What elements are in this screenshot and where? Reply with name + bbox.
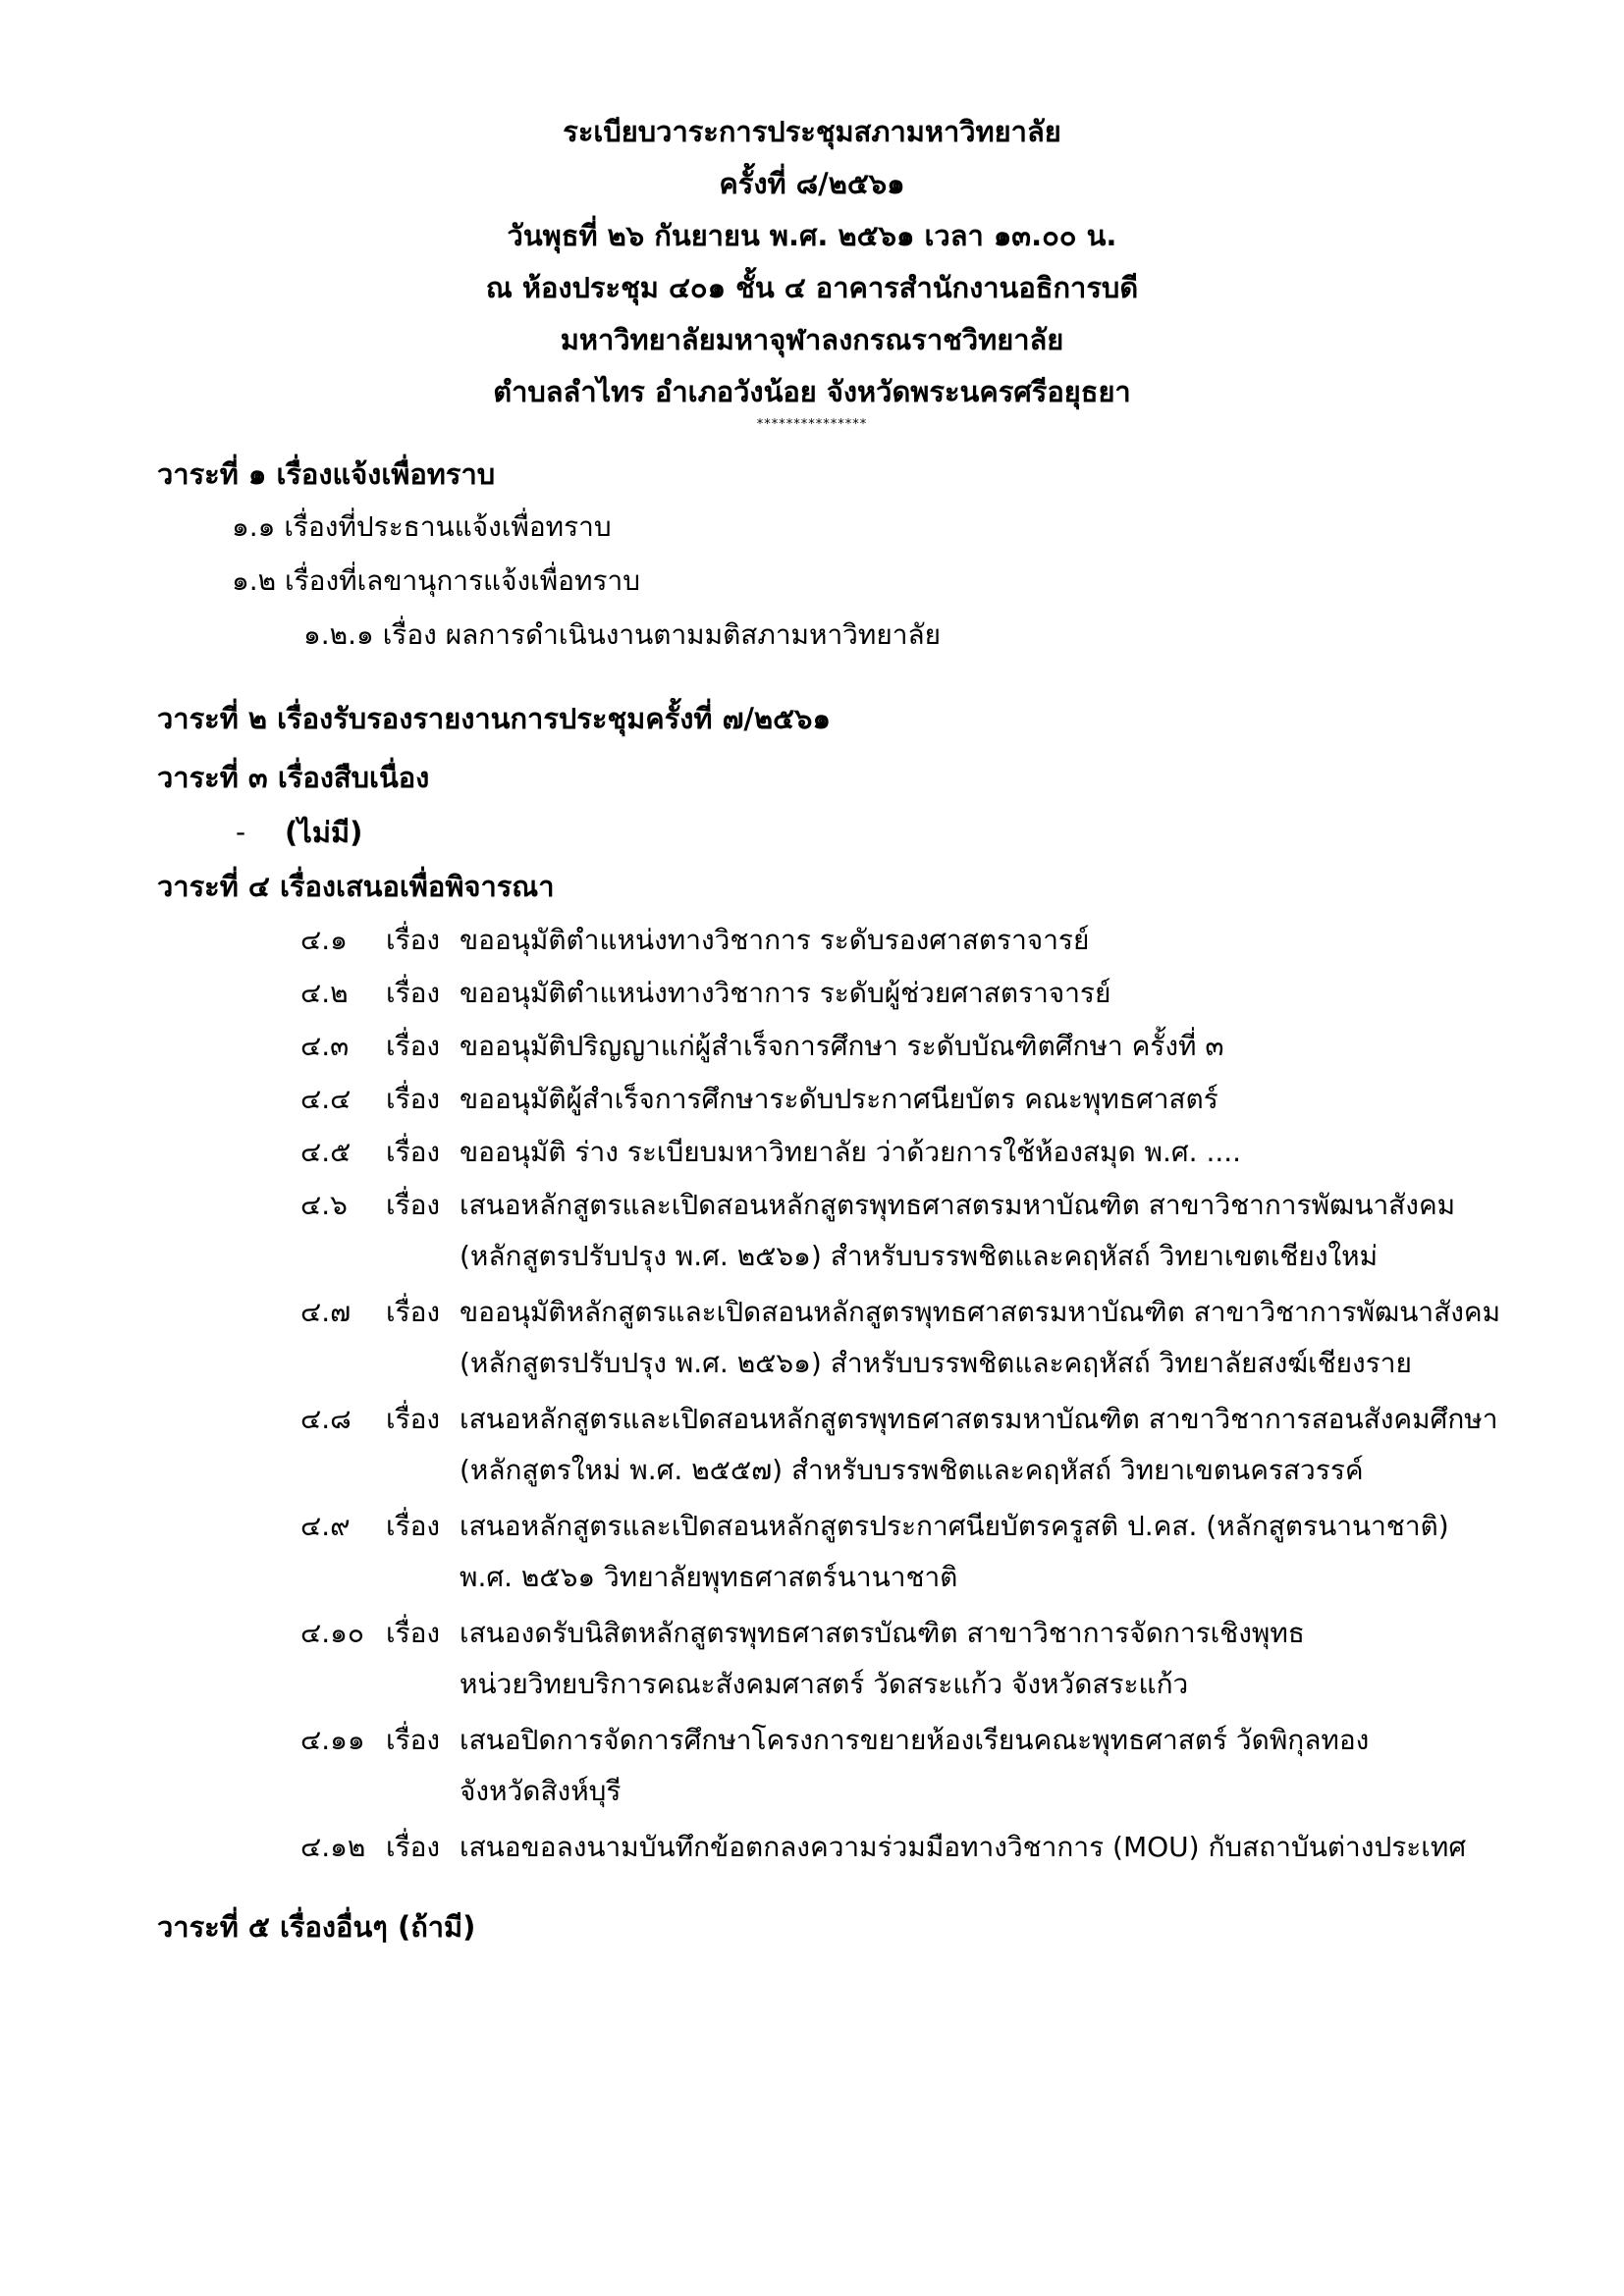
agenda3-dash: - <box>236 816 246 848</box>
agenda4-item-rueang: เรื่อง <box>386 1083 441 1115</box>
agenda4-item-text: ขออนุมัติ ร่าง ระเบียบมหาวิทยาลัย ว่าด้วยการใช้ห้องสมุด พ.ศ. .... <box>460 1136 1242 1168</box>
agenda4-item-number: ๔.๑๒ <box>300 1831 366 1863</box>
agenda4-item-rueang: เรื่อง <box>386 1296 441 1328</box>
agenda5-title: วาระที่ ๕ เรื่องอื่นๆ (ถ้ามี) <box>157 1910 476 1944</box>
agenda1-title: วาระที่ ๑ เรื่องแจ้งเพื่อทราบ <box>157 457 496 491</box>
agenda1-item2: ๑.๒ เรื่องที่เลขานุการแจ้งเพื่อทราบ <box>232 564 640 597</box>
agenda4-item-rueang: เรื่อง <box>386 924 441 956</box>
agenda4-item-text: ขออนุมัติตำแหน่งทางวิชาการ ระดับรองศาสตราจารย์ <box>460 924 1090 956</box>
agenda4-item-rueang: เรื่อง <box>386 1136 441 1168</box>
agenda4-item-number: ๔.๑ <box>300 924 348 956</box>
agenda4-item-number: ๔.๗ <box>300 1296 352 1328</box>
agenda4-item-text: ขออนุมัติผู้สำเร็จการศึกษาระดับประกาศนียบัตร คณะพุทธศาสตร์ <box>460 1083 1218 1115</box>
agenda4-item-number: ๔.๖ <box>300 1189 348 1221</box>
agenda4-item-rueang: เรื่อง <box>386 1510 441 1542</box>
agenda4-item-text: เสนอหลักสูตรและเปิดสอนหลักสูตรประกาศนียบัตรครูสติ ป.คส. (หลักสูตรนานาชาติ) <box>460 1510 1449 1542</box>
agenda4-item-text: (หลักสูตรใหม่ พ.ศ. ๒๕๕๗) สำหรับบรรพชิตและคฤหัสถ์ วิทยาเขตนครสวรรค์ <box>460 1454 1364 1486</box>
agenda1-item2-1: ๑.๒.๑ เรื่อง ผลการดำเนินงานตามมติสภามหาวิทยาลัย <box>303 618 942 651</box>
header-university: มหาวิทยาลัยมหาจุฬาลงกรณราชวิทยาลัย <box>560 323 1064 356</box>
agenda4-item-number: ๔.๑๑ <box>300 1724 365 1756</box>
agenda4-item-number: ๔.๓ <box>300 1030 350 1062</box>
agenda4-item-rueang: เรื่อง <box>386 1189 441 1221</box>
agenda4-item-text: เสนอขอลงนามบันทึกข้อตกลงความร่วมมือทางวิชาการ (MOU) กับสถาบันต่างประเทศ <box>460 1831 1467 1863</box>
header-location: ตำบลลำไทร อำเภอวังน้อย จังหวัดพระนครศรีอยุธยา <box>493 375 1131 408</box>
agenda4-item-text: จังหวัดสิงห์บุรี <box>460 1775 622 1807</box>
agenda3-title: วาระที่ ๓ เรื่องสืบเนื่อง <box>157 761 430 794</box>
document-header <box>0 106 1624 432</box>
agenda4-item-text: ขออนุมัติตำแหน่งทางวิชาการ ระดับผู้ช่วยศาสตราจารย์ <box>460 977 1111 1009</box>
header-date: วันพุธที่ ๒๖ กันยายน พ.ศ. ๒๕๖๑ เวลา ๑๓.๐๐ น. <box>507 219 1117 252</box>
agenda4-item-number: ๔.๙ <box>300 1510 351 1542</box>
agenda4-item-text: เสนองดรับนิสิตหลักสูตรพุทธศาสตรบัณฑิต สาขาวิชาการจัดการเชิงพุทธ <box>460 1617 1305 1649</box>
agenda4-item-rueang: เรื่อง <box>386 1831 441 1863</box>
agenda4-item-text: (หลักสูตรปรับปรุง พ.ศ. ๒๕๖๑) สำหรับบรรพชิตและคฤหัสถ์ วิทยาเขตเชียงใหม่ <box>460 1240 1379 1272</box>
agenda4-item-text: (หลักสูตรปรับปรุง พ.ศ. ๒๕๖๑) สำหรับบรรพชิตและคฤหัสถ์ วิทยาลัยสงฆ์เชียงราย <box>460 1347 1412 1379</box>
agenda4-item-rueang: เรื่อง <box>386 977 441 1009</box>
agenda4-item-number: ๔.๕ <box>300 1136 352 1168</box>
agenda3-none: (ไม่มี) <box>285 816 363 849</box>
agenda2-title: วาระที่ ๒ เรื่องรับรองรายงานการประชุมครั้งที่ ๗/๒๕๖๑ <box>157 702 831 735</box>
agenda1-item1: ๑.๑ เรื่องที่ประธานแจ้งเพื่อทราบ <box>232 510 612 543</box>
agenda4-item-text: พ.ศ. ๒๕๖๑ วิทยาลัยพุทธศาสตร์นานาชาติ <box>460 1561 958 1593</box>
header-venue: ณ ห้องประชุม ๔๐๑ ชั้น ๔ อาคารสำนักงานอธิการบดี <box>485 271 1139 304</box>
header-separator: *************** <box>756 417 868 432</box>
agenda4-item-rueang: เรื่อง <box>386 1403 441 1435</box>
agenda4-item-text: เสนอปิดการจัดการศึกษาโครงการขยายห้องเรียนคณะพุทธศาสตร์ วัดพิกุลทอง <box>460 1724 1370 1756</box>
agenda4-item-number: ๔.๑๐ <box>300 1617 364 1649</box>
agenda4-item-text: ขออนุมัติหลักสูตรและเปิดสอนหลักสูตรพุทธศาสตรมหาบัณฑิต สาขาวิชาการพัฒนาสังคม <box>460 1296 1501 1328</box>
header-title: ระเบียบวาระการประชุมสภามหาวิทยาลัย <box>563 115 1061 148</box>
agenda4-item-rueang: เรื่อง <box>386 1724 441 1756</box>
agenda4-item-rueang: เรื่อง <box>386 1617 441 1649</box>
agenda4-item-rueang: เรื่อง <box>386 1030 441 1062</box>
agenda4-item-number: ๔.๔ <box>300 1083 352 1115</box>
agenda4-item-text: หน่วยวิทยบริการคณะสังคมศาสตร์ วัดสระแก้ว จังหวัดสระแก้ว <box>460 1668 1189 1700</box>
agenda4-item-text: เสนอหลักสูตรและเปิดสอนหลักสูตรพุทธศาสตรมหาบัณฑิต สาขาวิชาการสอนสังคมศึกษา <box>460 1403 1498 1435</box>
agenda4-item-text: ขออนุมัติปริญญาแก่ผู้สำเร็จการศึกษา ระดับบัณฑิตศึกษา ครั้งที่ ๓ <box>460 1030 1224 1062</box>
header-session: ครั้งที่ ๘/๒๕๖๑ <box>719 167 905 200</box>
agenda4-item-text: เสนอหลักสูตรและเปิดสอนหลักสูตรพุทธศาสตรมหาบัณฑิต สาขาวิชาการพัฒนาสังคม <box>460 1189 1456 1221</box>
agenda4-title: วาระที่ ๔ เรื่องเสนอเพื่อพิจารณา <box>157 870 555 903</box>
agenda4-item-number: ๔.๘ <box>300 1403 352 1435</box>
agenda4-item-number: ๔.๒ <box>300 977 349 1009</box>
